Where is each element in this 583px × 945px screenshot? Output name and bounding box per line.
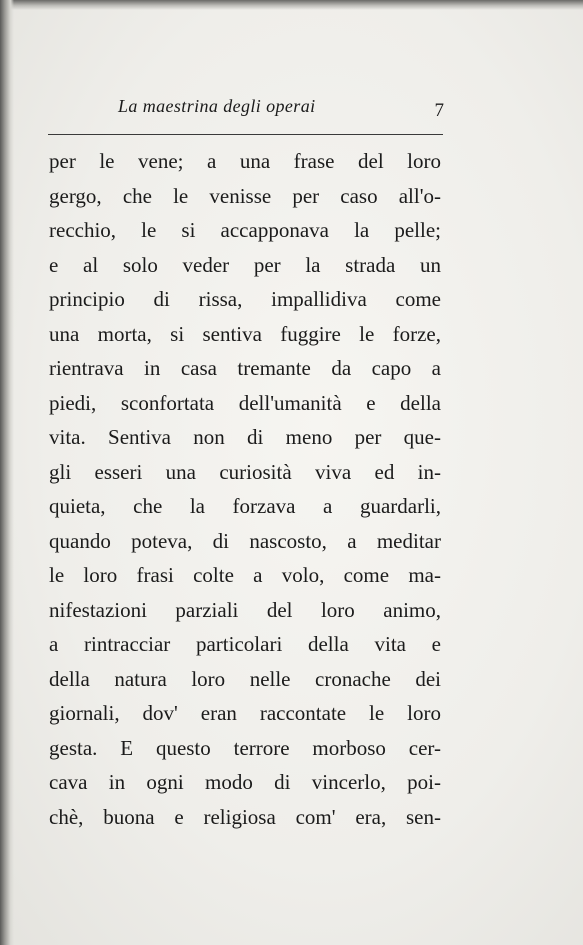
running-title: La maestrina degli operai xyxy=(118,96,316,116)
text-line: della natura loro nelle cronache dei xyxy=(49,666,441,691)
text-line: cava in ogni modo di vincerlo, poi- xyxy=(49,770,441,794)
text-line: a rintracciar particolari della vita e xyxy=(49,632,441,656)
text-line: recchio, le si accapponava la pelle; xyxy=(49,218,441,242)
text-line: quieta, che la forzava a guardarli, xyxy=(49,494,441,518)
text-line: per le vene; a una frase del loro xyxy=(49,149,441,173)
text-line: gli esseri una curiosità viva ed in- xyxy=(49,459,441,484)
body-text xyxy=(49,144,441,834)
text-line: e al solo veder per la strada un xyxy=(49,252,441,277)
text-line: giornali, dov' eran raccontate le loro xyxy=(49,701,441,725)
text-line: quando poteva, di nascosto, a meditar xyxy=(49,528,441,553)
page-number: 7 xyxy=(434,100,444,121)
text-line: gesta. E questo terrore morboso cer- xyxy=(49,735,441,760)
text-line: chè, buona e religiosa com' era, sen- xyxy=(49,804,441,829)
page-top-edge-shadow xyxy=(0,0,583,10)
page-binding-edge-shadow xyxy=(0,0,14,945)
text-line: rientrava in casa tremante da capo a xyxy=(49,356,441,380)
text-line: principio di rissa, impallidiva come xyxy=(49,287,441,311)
text-line: vita. Sentiva non di meno per que- xyxy=(49,425,441,449)
text-line: piedi, sconfortata dell'umanità e della xyxy=(49,390,441,415)
text-line: le loro frasi colte a volo, come ma- xyxy=(49,563,441,587)
text-line: una morta, si sentiva fuggire le forze, xyxy=(49,321,441,346)
running-header xyxy=(118,96,448,126)
header-rule xyxy=(48,134,443,135)
text-line: gergo, che le venisse per caso all'o- xyxy=(49,183,441,208)
text-line: nifestazioni parziali del loro animo, xyxy=(49,597,441,622)
